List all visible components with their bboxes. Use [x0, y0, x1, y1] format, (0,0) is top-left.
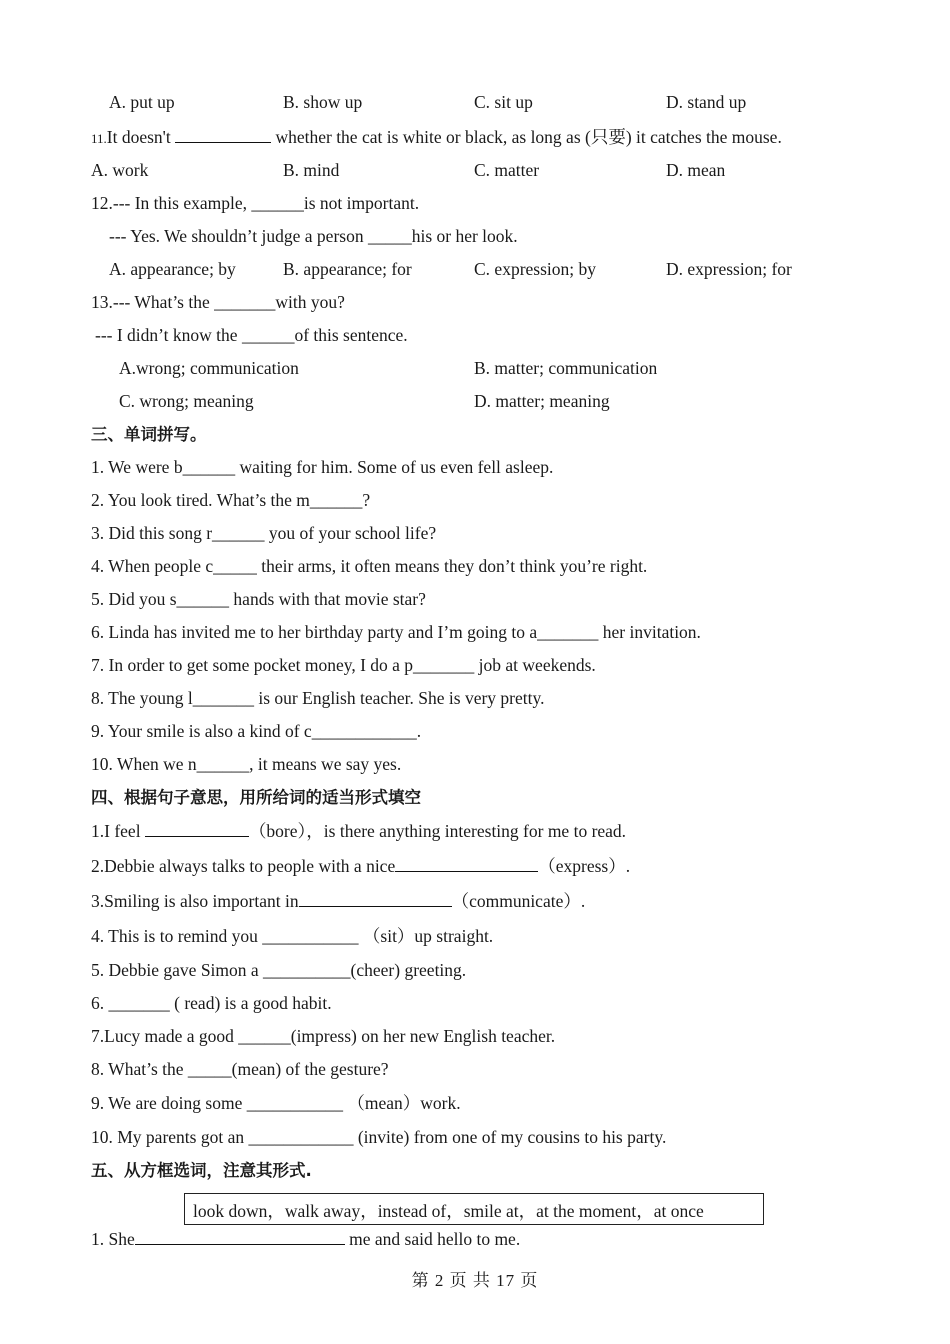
q10-option-b: B. show up [283, 92, 363, 112]
question-13-line1: 13.--- What’s the _______with you? [91, 292, 345, 312]
fill-item-3-post: （communicate）. [451, 891, 586, 911]
answer-blank[interactable] [145, 820, 249, 837]
page-footer: 第 2 页 共 17 页 [411, 1271, 539, 1290]
section-4-title: 四、根据句子意思，用所给词的适当形式填空 [91, 788, 421, 807]
q12-option-a: A. appearance; by [109, 259, 236, 279]
q11-option-d: D. mean [666, 160, 726, 180]
box-fill-item-1 [91, 1228, 520, 1250]
q12-option-b: B. appearance; for [283, 259, 412, 279]
q11-post: whether the cat is white or black, as long as (只要) it catches the mouse. [271, 127, 782, 147]
fill-item-3-pre: 3.Smiling is also important in [91, 891, 299, 911]
fill-item: 5. Debbie gave Simon a __________(cheer) greeting. [91, 960, 467, 980]
spelling-item: 2. You look tired. What’s the m______? [91, 490, 371, 510]
question-13-line2: --- I didn’t know the ______of this sentence. [95, 325, 408, 345]
q11-option-a: A. work [91, 160, 149, 180]
fill-item: 9. We are doing some ___________ （mean）work. [91, 1093, 461, 1113]
spelling-item: 5. Did you s______ hands with that movie star? [91, 589, 426, 609]
question-12-line1: 12.--- In this example, ______is not important. [91, 193, 420, 213]
q10-option-d: D. stand up [666, 92, 747, 112]
q13-option-a: A.wrong; communication [119, 358, 299, 378]
fill-item: 4. This is to remind you ___________ （sit）up straight. [91, 926, 494, 946]
box-fill-item-1-post: me and said hello to me. [344, 1229, 521, 1249]
fill-item: 10. My parents got an ____________ (invite) from one of my cousins to his party. [91, 1127, 667, 1147]
q11-option-b: B. mind [283, 160, 340, 180]
fill-item: 7.Lucy made a good ______(impress) on her new English teacher. [91, 1026, 556, 1046]
box-fill-item-1-pre: 1. She [91, 1229, 135, 1249]
fill-item-1-pre: 1.I feel [91, 821, 145, 841]
q13-option-d: D. matter; meaning [474, 391, 610, 411]
q12-option-d: D. expression; for [666, 259, 792, 279]
spelling-item: 3. Did this song r______ you of your school life? [91, 523, 437, 543]
answer-blank[interactable] [395, 855, 538, 872]
q13-option-b: B. matter; communication [474, 358, 658, 378]
q12-option-c: C. expression; by [474, 259, 597, 279]
question-11 [91, 126, 782, 150]
q13-option-c: C. wrong; meaning [119, 391, 254, 411]
fill-item-2 [91, 855, 630, 877]
fill-item-3 [91, 890, 585, 912]
fill-item: 6. _______ ( read) is a good habit. [91, 993, 332, 1013]
answer-blank[interactable] [135, 1228, 345, 1245]
section-3-title: 三、单词拼写。 [91, 425, 207, 444]
spelling-item: 8. The young l_______ is our English teacher. She is very pretty. [91, 688, 545, 708]
fill-item-1 [91, 820, 626, 842]
spelling-item: 1. We were b______ waiting for him. Some of us even fell asleep. [91, 457, 554, 477]
q11-pre: It doesn't [106, 127, 176, 147]
spelling-item: 4. When people c_____ their arms, it often means they don’t think you’re right. [91, 556, 648, 576]
fill-item: 8. What’s the _____(mean) of the gesture? [91, 1059, 389, 1079]
fill-item-2-post: （express）. [538, 856, 631, 876]
answer-blank[interactable] [175, 126, 271, 143]
word-box-text: look down，walk away，instead of，smile at，at the moment，at once [193, 1201, 704, 1221]
section-5-title: 五、从方框选词，注意其形式. [91, 1161, 312, 1180]
q11-option-c: C. matter [474, 160, 540, 180]
q11-number: 11. [91, 131, 107, 146]
q10-option-a: A. put up [109, 92, 175, 112]
answer-blank[interactable] [299, 890, 452, 907]
question-12-line2: --- Yes. We shouldn’t judge a person _____his or her look. [109, 226, 518, 246]
q10-option-c: C. sit up [474, 92, 533, 112]
spelling-item: 10. When we n______, it means we say yes. [91, 754, 402, 774]
fill-item-1-post: （bore），is there anything interesting for me to read. [248, 821, 627, 841]
fill-item-2-pre: 2.Debbie always talks to people with a nice [91, 856, 396, 876]
spelling-item: 7. In order to get some pocket money, I do a p_______ job at weekends. [91, 655, 596, 675]
spelling-item: 6. Linda has invited me to her birthday party and I’m going to a_______ her invitation. [91, 622, 701, 642]
spelling-item: 9. Your smile is also a kind of c____________. [91, 721, 422, 741]
word-box [184, 1193, 764, 1225]
